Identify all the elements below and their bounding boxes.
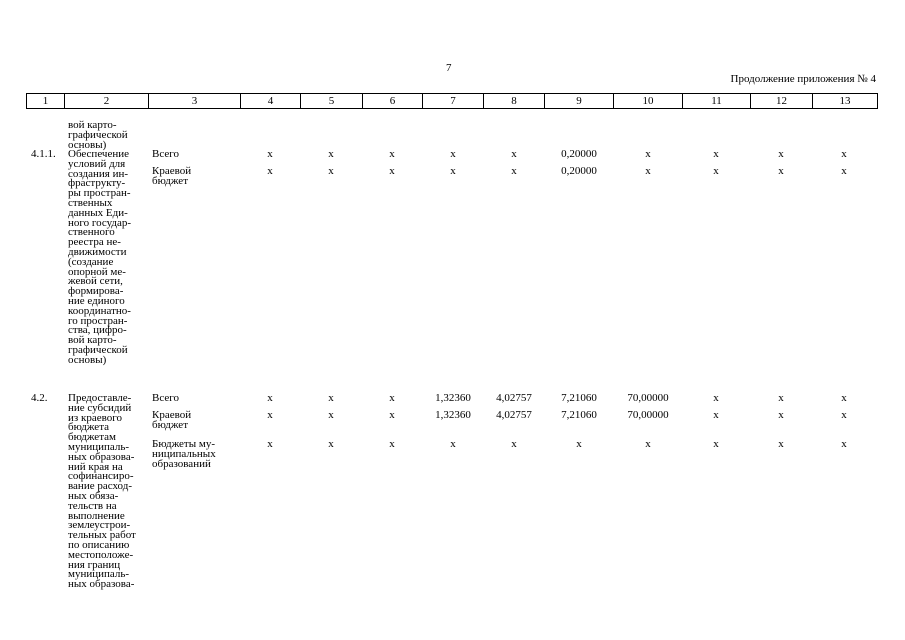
- row-description-line: реестра не-: [68, 236, 121, 249]
- value-cell: x: [645, 438, 651, 450]
- row-number: 4.1.1.: [31, 148, 56, 160]
- value-cell: 7,21060: [561, 409, 597, 421]
- row-description-line: ных образова-: [68, 450, 135, 463]
- page-number: 7: [446, 62, 452, 74]
- value-cell: x: [267, 438, 273, 450]
- row-description-line: формирова-: [68, 285, 124, 298]
- value-cell: x: [389, 409, 395, 421]
- value-cell: 0,20000: [561, 165, 597, 177]
- row-description-line: землеустрои-: [68, 519, 131, 532]
- row-description-line: ственных: [68, 197, 113, 209]
- column-header-table: [26, 93, 878, 109]
- funding-source-line: Бюджеты му-: [152, 438, 215, 450]
- row-description-line: ства, цифро-: [68, 324, 127, 337]
- value-cell: x: [450, 438, 456, 450]
- funding-source-line: Краевой: [152, 165, 192, 177]
- value-cell: x: [328, 409, 334, 421]
- row-description-line: муниципаль-: [68, 568, 130, 581]
- appendix-caption: Продолжение приложения № 4: [730, 73, 876, 85]
- row-description-line: тельных работ: [68, 529, 136, 542]
- value-cell: x: [645, 165, 651, 177]
- continued-description-line: основы): [68, 138, 107, 151]
- value-cell: x: [841, 148, 847, 160]
- value-cell: x: [841, 165, 847, 177]
- value-cell: x: [267, 409, 273, 421]
- row-description-line: опорной ме-: [68, 265, 126, 278]
- value-cell: x: [713, 392, 719, 404]
- row-description-line: ных образова-: [68, 578, 135, 591]
- col-header: 5: [301, 94, 363, 109]
- value-cell: x: [267, 165, 273, 177]
- funding-source-line: Краевой: [152, 409, 192, 421]
- col-header: 4: [241, 94, 301, 109]
- value-cell: 70,00000: [627, 409, 669, 421]
- row-description-line: ния границ: [68, 558, 121, 571]
- row-description-line: бюджета: [68, 421, 110, 434]
- value-cell: x: [778, 148, 784, 160]
- row-description-line: (создание: [68, 255, 114, 268]
- value-cell: x: [713, 148, 719, 160]
- value-cell: x: [511, 148, 517, 160]
- row-description-line: ний края на: [68, 460, 123, 473]
- funding-source-line: Всего: [152, 392, 179, 404]
- value-cell: x: [389, 148, 395, 160]
- row-description-line: го простран-: [68, 314, 128, 327]
- col-header: 11: [683, 94, 751, 109]
- value-cell: x: [389, 438, 395, 450]
- row-description-line: бюджетам: [68, 431, 116, 444]
- value-cell: x: [778, 392, 784, 404]
- row-description-line: местоположе-: [68, 548, 134, 561]
- row-description-line: тельств на: [68, 499, 117, 512]
- value-cell: x: [713, 165, 719, 177]
- value-cell: 70,00000: [627, 392, 669, 404]
- value-cell: x: [511, 165, 517, 177]
- row-description-line: графической: [68, 344, 128, 356]
- funding-source-line: образований: [152, 457, 211, 470]
- value-cell: x: [841, 438, 847, 450]
- value-cell: x: [645, 148, 651, 160]
- value-cell: x: [267, 392, 273, 404]
- row-description-line: муниципаль-: [68, 441, 130, 453]
- value-cell: x: [511, 438, 517, 450]
- col-header: 8: [484, 94, 545, 109]
- funding-source-line: ниципальных: [152, 447, 216, 460]
- value-cell: 7,21060: [561, 392, 597, 404]
- row-description-line: условий для: [68, 157, 126, 170]
- col-header: 12: [751, 94, 813, 109]
- row-description-line: ние субсидий: [68, 401, 132, 414]
- row-description-line: ных обяза-: [68, 490, 119, 502]
- col-header: 6: [363, 94, 423, 109]
- value-cell: x: [713, 409, 719, 421]
- row-description-line: ного государ-: [68, 216, 132, 229]
- row-description-line: Предоставле-: [68, 392, 132, 404]
- value-cell: x: [328, 438, 334, 450]
- value-cell: x: [328, 392, 334, 404]
- value-cell: x: [778, 438, 784, 450]
- row-number: 4.2.: [31, 392, 48, 404]
- col-header: 2: [65, 94, 149, 109]
- value-cell: x: [841, 392, 847, 404]
- row-description-line: фраструкту-: [68, 177, 126, 190]
- row-description-line: ние единого: [68, 295, 125, 307]
- continued-description-line: графической: [68, 128, 128, 141]
- value-cell: x: [450, 165, 456, 177]
- value-cell: x: [267, 148, 273, 160]
- row-description-line: выполнение: [68, 509, 125, 522]
- row-description-line: координатно-: [68, 304, 131, 317]
- funding-source-line: Всего: [152, 148, 179, 160]
- funding-source-line: бюджет: [152, 418, 188, 431]
- col-header: 3: [149, 94, 241, 109]
- value-cell: x: [328, 148, 334, 160]
- value-cell: 4,02757: [496, 409, 532, 421]
- row-description-line: создания ин-: [68, 167, 129, 180]
- col-header: 7: [423, 94, 484, 109]
- value-cell: 1,32360: [435, 392, 471, 404]
- value-cell: x: [450, 148, 456, 160]
- value-cell: 4,02757: [496, 392, 532, 404]
- row-description-line: по описанию: [68, 539, 130, 551]
- col-header: 10: [614, 94, 683, 109]
- row-description-line: данных Еди-: [68, 206, 128, 219]
- value-cell: x: [713, 438, 719, 450]
- value-cell: x: [389, 165, 395, 177]
- col-header: 13: [813, 94, 878, 109]
- value-cell: x: [389, 392, 395, 404]
- funding-source-line: бюджет: [152, 174, 188, 187]
- row-description-line: ственного: [68, 226, 115, 239]
- row-description-line: вание расход-: [68, 480, 132, 493]
- row-description-line: из краевого: [68, 411, 122, 424]
- row-description-line: вой карто-: [68, 334, 117, 347]
- row-description-line: софинансиро-: [68, 470, 134, 483]
- col-header: 1: [27, 94, 65, 109]
- value-cell: x: [778, 409, 784, 421]
- col-header: 9: [545, 94, 614, 109]
- row-description-line: Обеспечение: [68, 148, 129, 160]
- continued-description-line: вой карто-: [68, 119, 117, 131]
- value-cell: x: [841, 409, 847, 421]
- value-cell: 0,20000: [561, 148, 597, 160]
- value-cell: 1,32360: [435, 409, 471, 421]
- row-description-line: жевой сети,: [68, 275, 123, 288]
- row-description-line: движимости: [68, 246, 127, 258]
- value-cell: x: [328, 165, 334, 177]
- row-description-line: основы): [68, 353, 107, 366]
- row-description-line: ры простран-: [68, 187, 131, 200]
- value-cell: x: [778, 165, 784, 177]
- value-cell: x: [576, 438, 582, 450]
